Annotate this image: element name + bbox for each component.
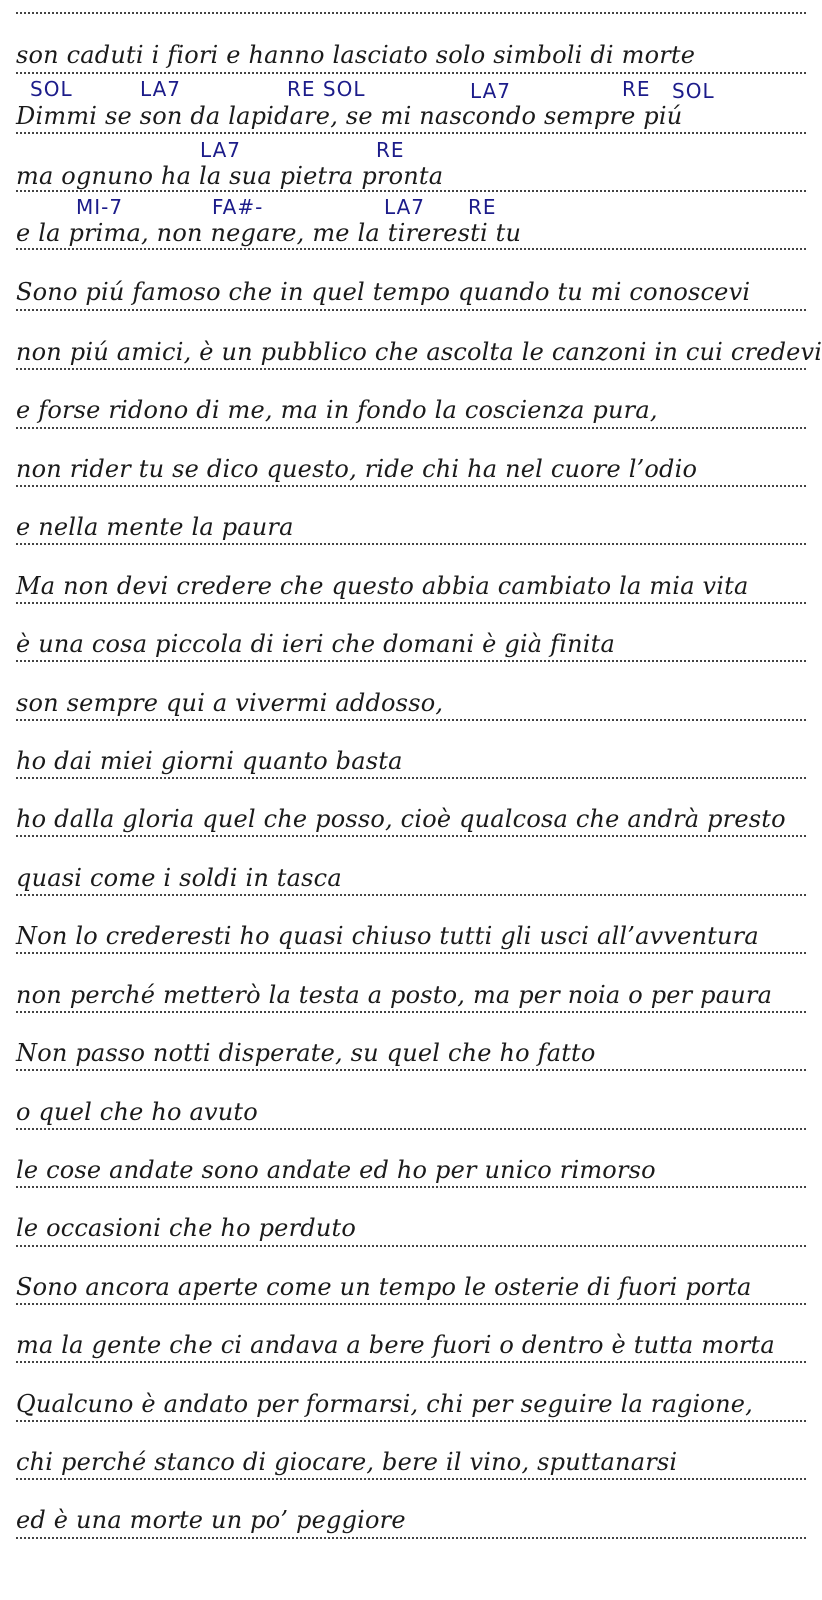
lyric-line: chi perché stanco di giocare, bere il vino, sputtanarsi	[16, 1448, 678, 1476]
dotted-rule	[16, 485, 806, 487]
lyric-line: Qualcuno è andato per formarsi, chi per seguire la ragione,	[16, 1390, 753, 1418]
lyric-line: Non lo crederesti ho quasi chiuso tutti gli usci all’avventura	[16, 922, 759, 950]
lyric-line: è una cosa piccola di ieri che domani è già finita	[16, 630, 615, 658]
lyric-line: non rider tu se dico questo, ride chi ha nel cuore l’odio	[16, 455, 698, 483]
dotted-rule	[16, 1420, 806, 1422]
dotted-rule	[16, 1245, 806, 1247]
dotted-rule	[16, 719, 806, 721]
chord-label: FA#-	[212, 195, 264, 219]
chord-label: RE	[468, 195, 497, 219]
lyric-line: son caduti i fiori e hanno lasciato solo simboli di morte	[16, 41, 696, 69]
lyric-line: o quel che ho avuto	[16, 1098, 258, 1126]
dotted-rule	[16, 1011, 806, 1013]
chord-label: LA7	[470, 79, 512, 103]
lyric-line: ma ognuno ha la sua pietra pronta	[16, 162, 444, 190]
dotted-rule	[16, 602, 806, 604]
dotted-rule	[16, 1186, 806, 1188]
lyric-line: le occasioni che ho perduto	[16, 1214, 356, 1242]
lyric-line: e la prima, non negare, me la tireresti tu	[16, 219, 522, 247]
dotted-rule	[16, 952, 806, 954]
dotted-rule	[16, 12, 806, 14]
dotted-rule	[16, 835, 806, 837]
chord-label: LA7	[200, 138, 242, 162]
lyric-line: ho dalla gloria quel che posso, cioè qualcosa che andrà presto	[16, 805, 786, 833]
dotted-rule	[16, 309, 806, 311]
chord-label: SOL	[30, 77, 73, 101]
dotted-rule	[16, 132, 806, 134]
lyric-line: son sempre qui a vivermi addosso,	[16, 689, 444, 717]
dotted-rule	[16, 660, 806, 662]
dotted-rule	[16, 368, 806, 370]
lyric-line: non perché metterò la testa a posto, ma per noia o per paura	[16, 981, 773, 1009]
lyric-line: Non passo notti disperate, su quel che ho fatto	[16, 1039, 596, 1067]
lyric-line: e nella mente la paura	[16, 513, 294, 541]
lyric-line: quasi come i soldi in tasca	[16, 864, 342, 892]
dotted-rule	[16, 1069, 806, 1071]
chord-label: RE SOL	[287, 77, 366, 101]
chord-label: RE	[376, 138, 405, 162]
lyric-line: ho dai miei giorni quanto basta	[16, 747, 403, 775]
chord-label: MI-7	[76, 195, 124, 219]
dotted-rule	[16, 248, 806, 250]
chord-label: RE	[622, 77, 651, 101]
dotted-rule	[16, 894, 806, 896]
dotted-rule	[16, 1361, 806, 1363]
dotted-rule	[16, 1537, 806, 1539]
lyric-line: Ma non devi credere che questo abbia cambiato la mia vita	[16, 572, 749, 600]
dotted-rule	[16, 543, 806, 545]
dotted-rule	[16, 1478, 806, 1480]
chord-label: SOL	[672, 79, 715, 103]
lyric-line: ma la gente che ci andava a bere fuori o dentro è tutta morta	[16, 1331, 775, 1359]
dotted-rule	[16, 190, 806, 192]
dotted-rule	[16, 72, 806, 74]
lyric-line: le cose andate sono andate ed ho per unico rimorso	[16, 1156, 656, 1184]
chord-label: LA7	[384, 195, 426, 219]
dotted-rule	[16, 1128, 806, 1130]
lyric-line: Dimmi se son da lapidare, se mi nascondo sempre piú	[16, 102, 683, 130]
dotted-rule	[16, 427, 806, 429]
lyric-line: non piú amici, è un pubblico che ascolta le canzoni in cui credevi	[16, 338, 822, 366]
lyric-line: e forse ridono di me, ma in fondo la coscienza pura,	[16, 396, 658, 424]
dotted-rule	[16, 777, 806, 779]
chord-label: LA7	[140, 77, 182, 101]
lyric-line: Sono ancora aperte come un tempo le osterie di fuori porta	[16, 1273, 752, 1301]
lyric-line: Sono piú famoso che in quel tempo quando tu mi conoscevi	[16, 278, 751, 306]
dotted-rule	[16, 1303, 806, 1305]
lyric-line: ed è una morte un po’ peggiore	[16, 1506, 406, 1534]
